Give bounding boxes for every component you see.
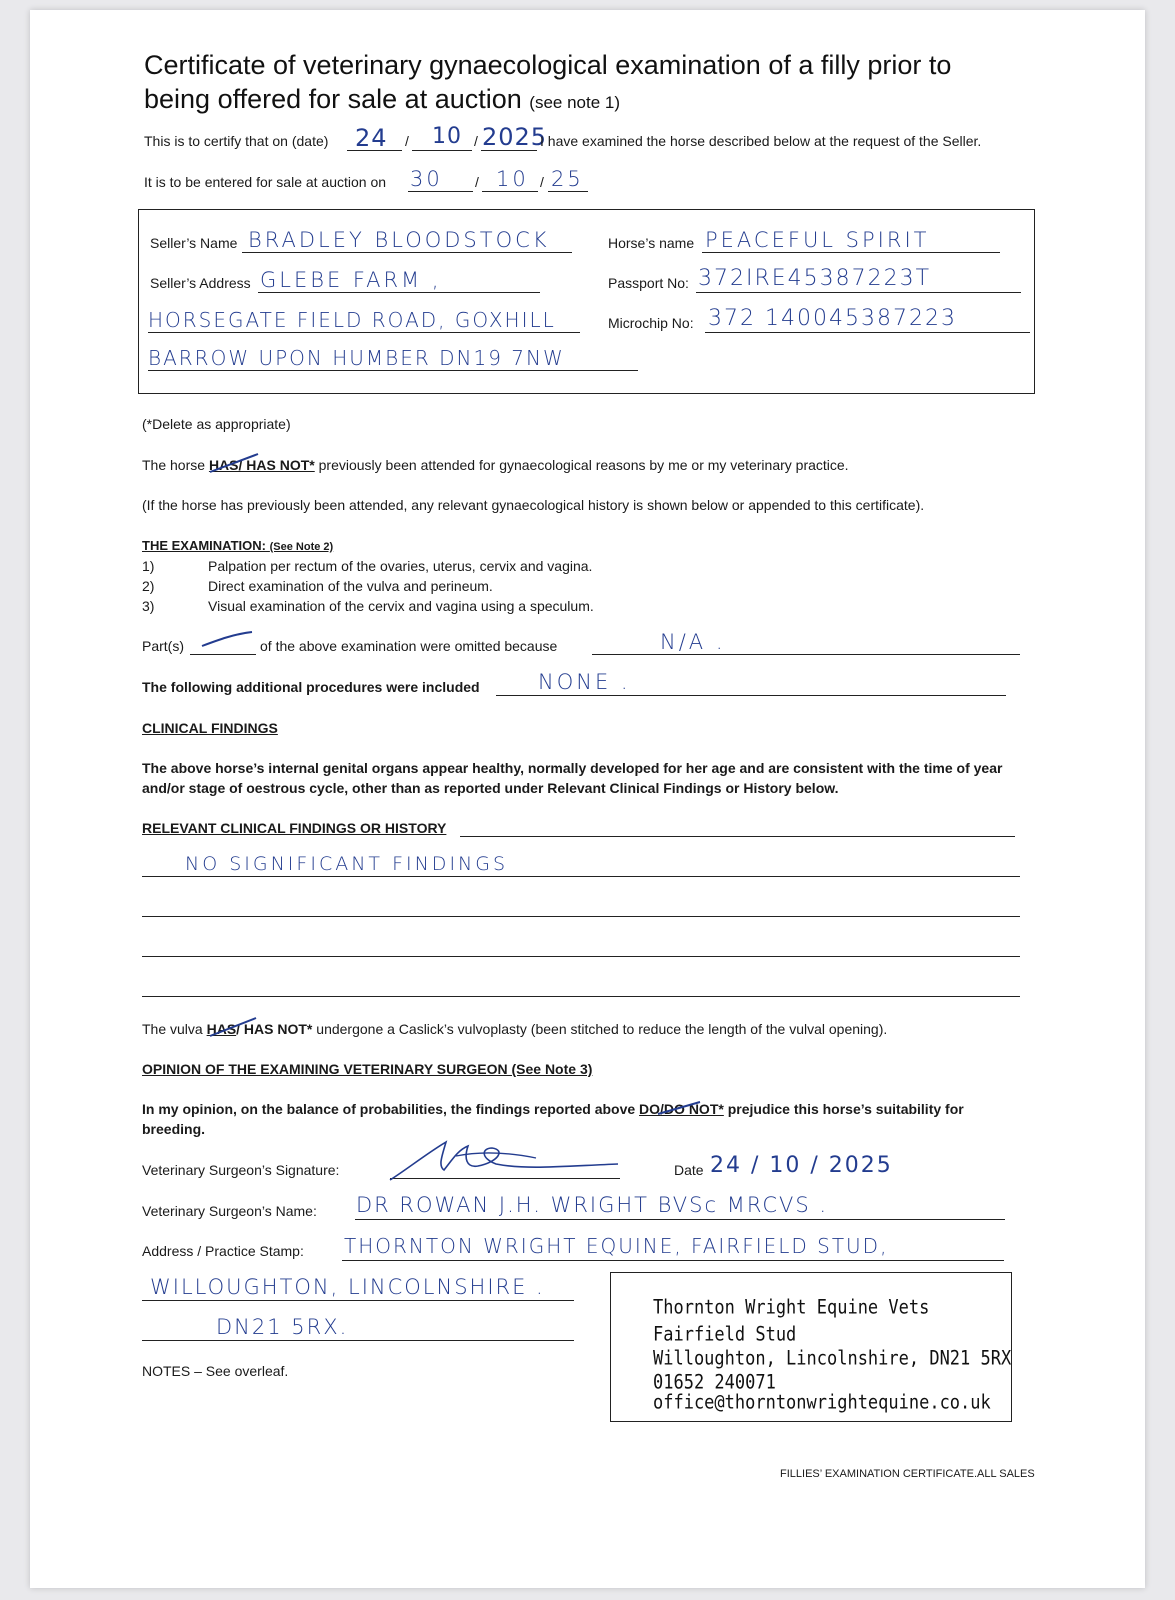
passport-value: 372IRE45387223T [698, 266, 932, 291]
title-line-2: being offered for sale at auction [144, 84, 522, 114]
relevant-findings-value: NO SIGNIFICANT FINDINGS [185, 853, 509, 875]
stamp-line-3: Willoughton, Lincolnshire, DN21 5RX [653, 1347, 1012, 1370]
date-month-line [412, 150, 472, 151]
stamp-line-5: office@thorntonwrightequine.co.uk [653, 1391, 991, 1414]
vet-name-label: Veterinary Surgeon’s Name: [142, 1203, 317, 1219]
sale-prefix: It is to be entered for sale at auction on [144, 174, 387, 190]
horse-name-label: Horse’s name [608, 235, 695, 251]
vet-name-value: DR ROWAN J.H. WRIGHT BVSc MRCVS . [356, 1193, 829, 1217]
practice-address-value-1: THORNTON WRIGHT EQUINE, FAIRFIELD STUD, [344, 1234, 889, 1258]
attended-note: (If the horse has previously been attended, any relevant gynaecological history is shown below or appended to this certificate). [142, 497, 925, 513]
seller-address-value-2: HORSEGATE FIELD ROAD, GOXHILL [148, 308, 556, 332]
title-line-1: Certificate of veterinary gynaecological examination of a filly prior to [144, 50, 952, 80]
relevant-line-1 [142, 876, 1020, 877]
exam-item-text-3: Visual examination of the cervix and vagina using a speculum. [208, 598, 594, 614]
do-strike-mark [656, 1096, 706, 1120]
microchip-line [705, 332, 1030, 333]
omitted-reason-line [592, 654, 1020, 655]
sale-slash-1: / [475, 174, 479, 190]
relevant-line-4 [142, 996, 1020, 997]
certify-suffix: I have examined the horse described below at the request of the Seller. [540, 133, 982, 149]
attended-suffix: previously been attended for gynaecological reasons by me or my veterinary practice. [318, 457, 849, 473]
seller-address-line-2 [148, 332, 580, 333]
seller-address-label: Seller’s Address [150, 275, 251, 291]
passport-label: Passport No: [608, 275, 689, 291]
form-code: FILLIES’ EXAMINATION CERTIFICATE.ALL SALES [780, 1468, 1035, 1480]
sale-day-line [408, 191, 473, 192]
relevant-line-3 [142, 956, 1020, 957]
omitted-reason-value: N/A . [660, 630, 726, 654]
relevant-findings-heading: RELEVANT CLINICAL FINDINGS OR HISTORY [142, 820, 447, 836]
attended-has-not: / HAS NOT* [238, 457, 315, 473]
stamp-line-1: Thornton Wright Equine Vets [653, 1296, 930, 1319]
practice-address-line-2 [142, 1300, 574, 1301]
date-month: 10 [432, 124, 462, 149]
examination-heading-text: THE EXAMINATION: [142, 538, 266, 553]
vulva-has: HAS [206, 1021, 237, 1037]
sale-year: 25 [551, 167, 584, 191]
signature-date-value: 24 / 10 / 2025 [710, 1153, 893, 1178]
vulva-has-strike-mark [206, 1014, 262, 1042]
certify-prefix: This is to certify that on (date) [144, 133, 329, 149]
practice-address-line-1 [342, 1260, 1004, 1261]
clinical-statement-line-2: and/or stage of oestrous cycle, other than as reported under Relevant Clinical Findings or History below. [142, 780, 839, 796]
omitted-parts-line [190, 654, 256, 655]
practice-address-value-2: WILLOUGHTON, LINCOLNSHIRE . [150, 1275, 545, 1299]
exam-item-num-2: 2) [142, 578, 155, 594]
vet-signature [386, 1136, 626, 1186]
practice-stamp [610, 1272, 1012, 1422]
additional-label: The following additional procedures were included [142, 679, 480, 695]
omitted-middle: of the above examination were omitted because [260, 638, 558, 654]
sale-year-line [548, 191, 588, 192]
stamp-line-4: 01652 240071 [653, 1371, 776, 1394]
vulva-suffix: undergone a Caslick’s vulvoplasty (been stitched to reduce the length of the vulval opening). [316, 1021, 888, 1037]
microchip-label: Microchip No: [608, 315, 694, 331]
opinion-do: DO [639, 1101, 661, 1117]
vulva-has-not: / HAS NOT* [236, 1021, 313, 1037]
delete-note: (*Delete as appropriate) [142, 416, 291, 432]
seller-address-value-1: GLEBE FARM , [260, 268, 442, 292]
opinion-do-not: /DO NOT* [660, 1101, 724, 1117]
certificate-page [30, 10, 1145, 1588]
opinion-statement [142, 1101, 964, 1117]
opinion-prefix: In my opinion, on the balance of probabilities, the findings reported above [142, 1101, 636, 1117]
attended-prefix: The horse [142, 457, 206, 473]
signature-label: Veterinary Surgeon’s Signature: [142, 1162, 340, 1178]
relevant-line-0 [460, 836, 1015, 837]
title-note: (see note 1) [529, 93, 621, 112]
date-year: 2025 [482, 123, 548, 151]
seller-address-line-1 [258, 292, 540, 293]
additional-value: NONE . [538, 670, 631, 694]
page-title-line-2 [144, 82, 620, 120]
practice-address-label: Address / Practice Stamp: [142, 1243, 304, 1259]
exam-item-num-3: 3) [142, 598, 155, 614]
practice-address-line-3 [142, 1340, 574, 1341]
practice-address-value-3: DN21 5RX. [216, 1315, 349, 1339]
vulva-prefix: The vulva [142, 1021, 203, 1037]
opinion-line-2: breeding. [142, 1121, 206, 1137]
seller-name-value: BRADLEY BLOODSTOCK [248, 228, 550, 252]
date-day: 24 [355, 124, 388, 152]
examination-heading [142, 538, 333, 553]
exam-item-text-1: Palpation per rectum of the ovaries, uterus, cervix and vagina. [208, 558, 593, 574]
opinion-heading: OPINION OF THE EXAMINING VETERINARY SURGEON (See Note 3) [142, 1061, 593, 1077]
notes-text: NOTES – See overleaf. [142, 1363, 289, 1379]
seller-address-value-3: BARROW UPON HUMBER DN19 7NW [148, 346, 565, 370]
omitted-parts-dash [198, 628, 258, 652]
examination-heading-note: (See Note 2) [269, 541, 334, 553]
horse-name-value: PEACEFUL SPIRIT [705, 228, 930, 252]
stamp-line-2: Fairfield Stud [653, 1323, 797, 1346]
microchip-value: 372 140045387223 [708, 306, 957, 331]
sale-slash-2: / [540, 174, 544, 190]
exam-item-num-1: 1) [142, 558, 155, 574]
clinical-findings-heading: CLINICAL FINDINGS [142, 720, 278, 736]
date-slash-2: / [474, 133, 478, 149]
clinical-statement-line-1: The above horse’s internal genital organs appear healthy, normally developed for her age and are consistent with the time of year [142, 760, 1003, 776]
sale-day: 30 [410, 167, 443, 191]
additional-line [496, 695, 1006, 696]
page-title [144, 48, 951, 82]
relevant-line-2 [142, 916, 1020, 917]
date-label: Date [674, 1162, 704, 1178]
passport-line [696, 292, 1021, 293]
vet-name-line [355, 1219, 1005, 1220]
date-slash-1: / [405, 133, 409, 149]
omitted-prefix: Part(s) [142, 638, 184, 654]
exam-item-text-2: Direct examination of the vulva and perineum. [208, 578, 493, 594]
seller-address-line-3 [148, 370, 638, 371]
sale-month-line [482, 191, 538, 192]
has-strike-mark [206, 450, 266, 478]
sale-month: 10 [496, 167, 529, 191]
horse-name-line [702, 252, 1000, 253]
opinion-suffix: prejudice this horse’s suitability for [727, 1101, 964, 1117]
attended-has: HAS [208, 457, 239, 473]
seller-name-label: Seller’s Name [150, 235, 238, 251]
seller-name-line [242, 252, 572, 253]
